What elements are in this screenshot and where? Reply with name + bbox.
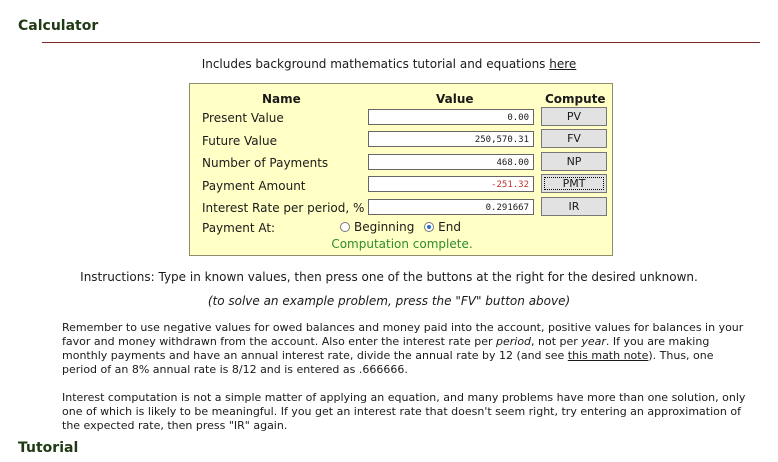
header-compute: Compute xyxy=(545,92,606,106)
fv-button[interactable]: FV xyxy=(541,129,607,148)
status-message: Computation complete. xyxy=(331,237,473,251)
present-value-input[interactable]: 0.00 xyxy=(368,109,534,125)
tutorial-heading: Tutorial xyxy=(18,440,79,456)
tutorial-link[interactable]: here xyxy=(549,57,577,71)
instructions-text: Instructions: Type in known values, then press one of the buttons at the right for the desired unknown. xyxy=(80,270,698,284)
interest-rate-input[interactable]: 0.291667 xyxy=(368,199,534,215)
calculator-panel xyxy=(189,83,613,256)
intro-text xyxy=(0,57,778,71)
future-value-input[interactable]: 250,570.31 xyxy=(368,131,534,147)
title-divider xyxy=(42,42,760,43)
note-text-a: Remember to use negative values for owed balances and money paid into the account, positive values for balances in your favor and money withdrawn from the account. Also enter the interest rate per xyxy=(62,321,744,348)
np-button[interactable]: NP xyxy=(541,152,607,171)
note-em-year: year xyxy=(581,335,606,348)
radio-beginning[interactable] xyxy=(340,222,350,232)
label-payment-at: Payment At: xyxy=(202,221,276,235)
note-text-c: . If you are making monthly payments and have an annual interest rate, divide the annual rate by 12 (and see xyxy=(62,335,710,362)
label-future-value: Future Value xyxy=(202,134,277,148)
note-text-b: , not per xyxy=(531,335,582,348)
pv-button[interactable]: PV xyxy=(541,107,607,126)
label-present-value: Present Value xyxy=(202,111,284,125)
label-interest-rate: Interest Rate per period, % xyxy=(202,201,365,215)
number-of-payments-input[interactable]: 468.00 xyxy=(368,154,534,170)
header-name: Name xyxy=(262,92,301,106)
header-value: Value xyxy=(436,92,474,106)
pmt-button[interactable]: PMT xyxy=(541,174,607,193)
label-number-of-payments: Number of Payments xyxy=(202,156,329,170)
interest-computation-note: Interest computation is not a simple matter of applying an equation, and many problems have more than one solution, only one of which is likely to be meaningful. If you get an interest rate that doesn't seem right, try entering an approximation of the expected rate, then press "IR" again. xyxy=(62,391,746,432)
note-em-period: period xyxy=(496,335,532,348)
ir-button[interactable]: IR xyxy=(541,197,607,216)
payment-amount-input[interactable]: -251.32 xyxy=(368,176,534,192)
radio-end[interactable] xyxy=(424,222,434,232)
note-text-d: ). Thus, one period of an 8% annual rate is 8/12 and is entered as .666666. xyxy=(62,349,714,376)
label-payment-amount: Payment Amount xyxy=(202,179,306,193)
page-title: Calculator xyxy=(18,18,99,34)
radio-beginning-label: Beginning xyxy=(354,220,415,234)
payment-at-options xyxy=(340,220,461,234)
negative-values-note xyxy=(62,321,752,377)
math-note-link[interactable]: this math note xyxy=(567,349,649,362)
intro-label: Includes background mathematics tutorial and equations xyxy=(201,57,550,71)
radio-end-label: End xyxy=(438,220,461,234)
example-hint: (to solve an example problem, press the "FV" button above) xyxy=(207,294,571,308)
